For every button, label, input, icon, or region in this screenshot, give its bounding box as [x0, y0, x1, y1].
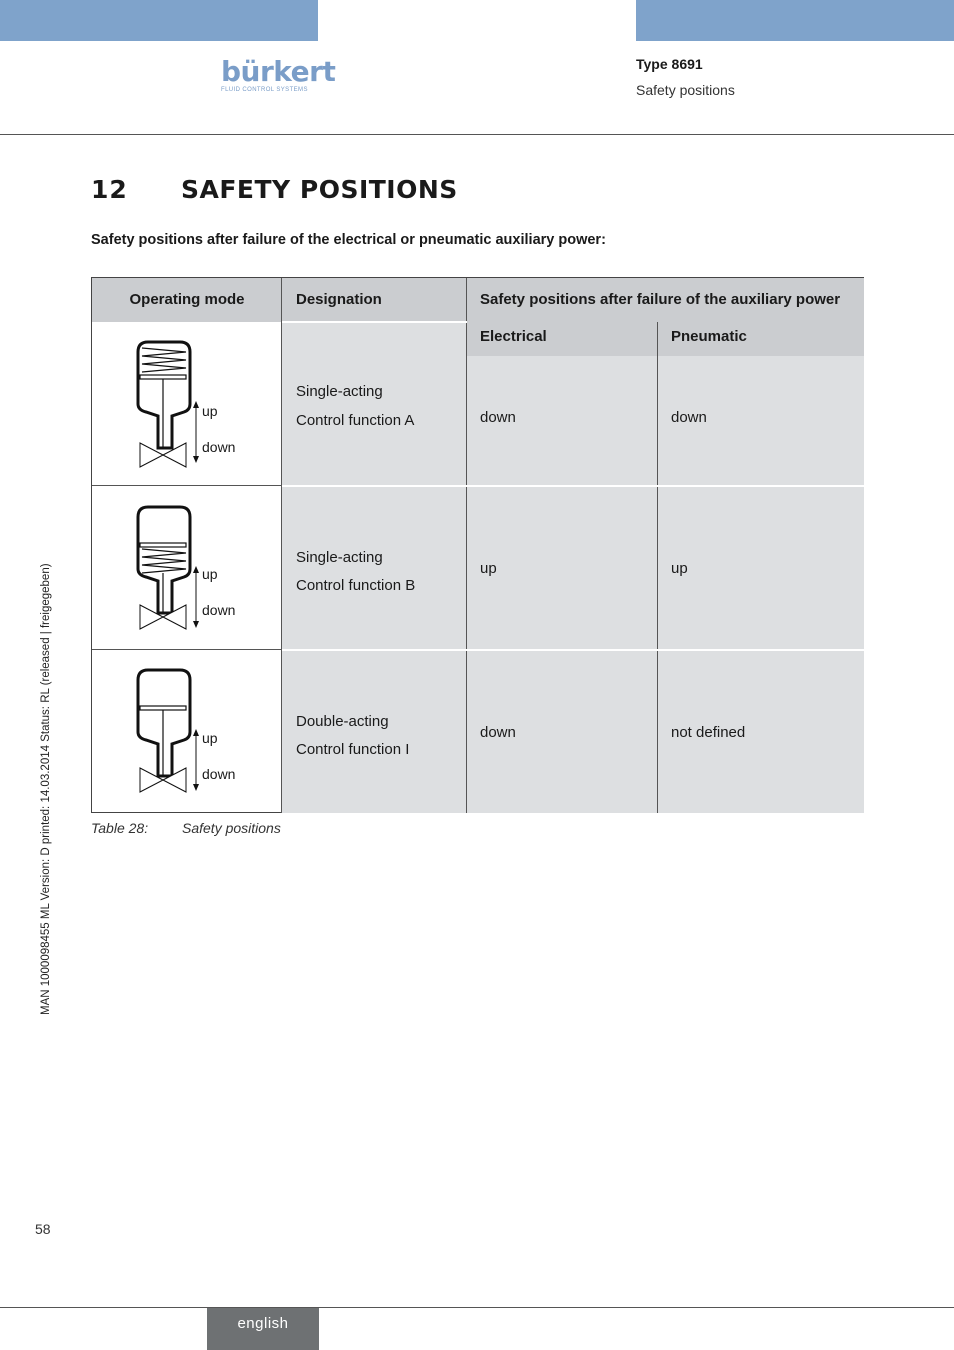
document-type: Type 8691 — [636, 56, 703, 72]
row-divider — [92, 485, 282, 486]
column-divider — [466, 278, 467, 813]
column-divider — [281, 278, 282, 813]
designation-cell — [296, 708, 409, 764]
electrical-value: down — [480, 724, 516, 741]
pneumatic-value: down — [671, 409, 707, 426]
table-caption-number: Table 28: — [91, 820, 149, 836]
pneumatic-value: not defined — [671, 724, 746, 741]
section-subheading: Safety positions after failure of the electrical or pneumatic auxiliary power: — [91, 232, 606, 248]
header-operating-mode: Operating mode — [92, 278, 282, 322]
row-divider-light — [282, 649, 864, 651]
page-number: 58 — [35, 1221, 51, 1237]
down-label: down — [202, 766, 236, 782]
row-divider — [92, 649, 282, 650]
header-divider — [0, 134, 954, 135]
electrical-value: down — [480, 409, 516, 426]
designation-line2: Control function A — [296, 412, 415, 429]
designation-cell — [296, 377, 414, 435]
header-divider-light — [282, 321, 467, 323]
header-band-right — [636, 0, 954, 41]
down-label: down — [202, 439, 236, 455]
up-label: up — [202, 566, 218, 582]
section-label: Safety positions — [636, 82, 735, 98]
designation-line1: Single-acting — [296, 549, 383, 566]
header-safety-positions: Safety positions after failure of the auxiliary power — [467, 278, 864, 322]
pneumatic-value: up — [671, 560, 688, 577]
column-divider — [657, 322, 658, 813]
brand-logo — [221, 55, 336, 93]
header-electrical: Electrical — [467, 322, 658, 356]
header-band-left — [0, 0, 318, 41]
values-body-bg — [467, 356, 864, 813]
language-tab: english — [207, 1308, 319, 1350]
table-caption-text: Safety positions — [182, 820, 281, 836]
designation-line2: Control function B — [296, 577, 416, 594]
chapter-number: 12 — [91, 175, 128, 204]
footer-divider — [0, 1307, 954, 1308]
designation-line1: Double-acting — [296, 713, 389, 730]
designation-cell — [296, 544, 415, 600]
safety-positions-table — [91, 277, 864, 813]
brand-tagline: FLUID CONTROL SYSTEMS — [221, 87, 308, 93]
header-designation: Designation — [282, 278, 467, 322]
electrical-value: up — [480, 560, 497, 577]
header-pneumatic: Pneumatic — [658, 322, 864, 356]
document-control-text: MAN 1000098455 ML Version: D printed: 14.03.2014 Status: RL (released | freigegeben) — [40, 563, 52, 1015]
chapter-title: SAFETY POSITIONS — [181, 175, 458, 204]
designation-line2: Control function I — [296, 741, 410, 758]
up-label: up — [202, 403, 218, 419]
up-label: up — [202, 730, 218, 746]
down-label: down — [202, 602, 236, 618]
brand-name: bürkert — [221, 55, 336, 88]
designation-line1: Single-acting — [296, 383, 383, 400]
row-divider-light — [282, 485, 864, 487]
